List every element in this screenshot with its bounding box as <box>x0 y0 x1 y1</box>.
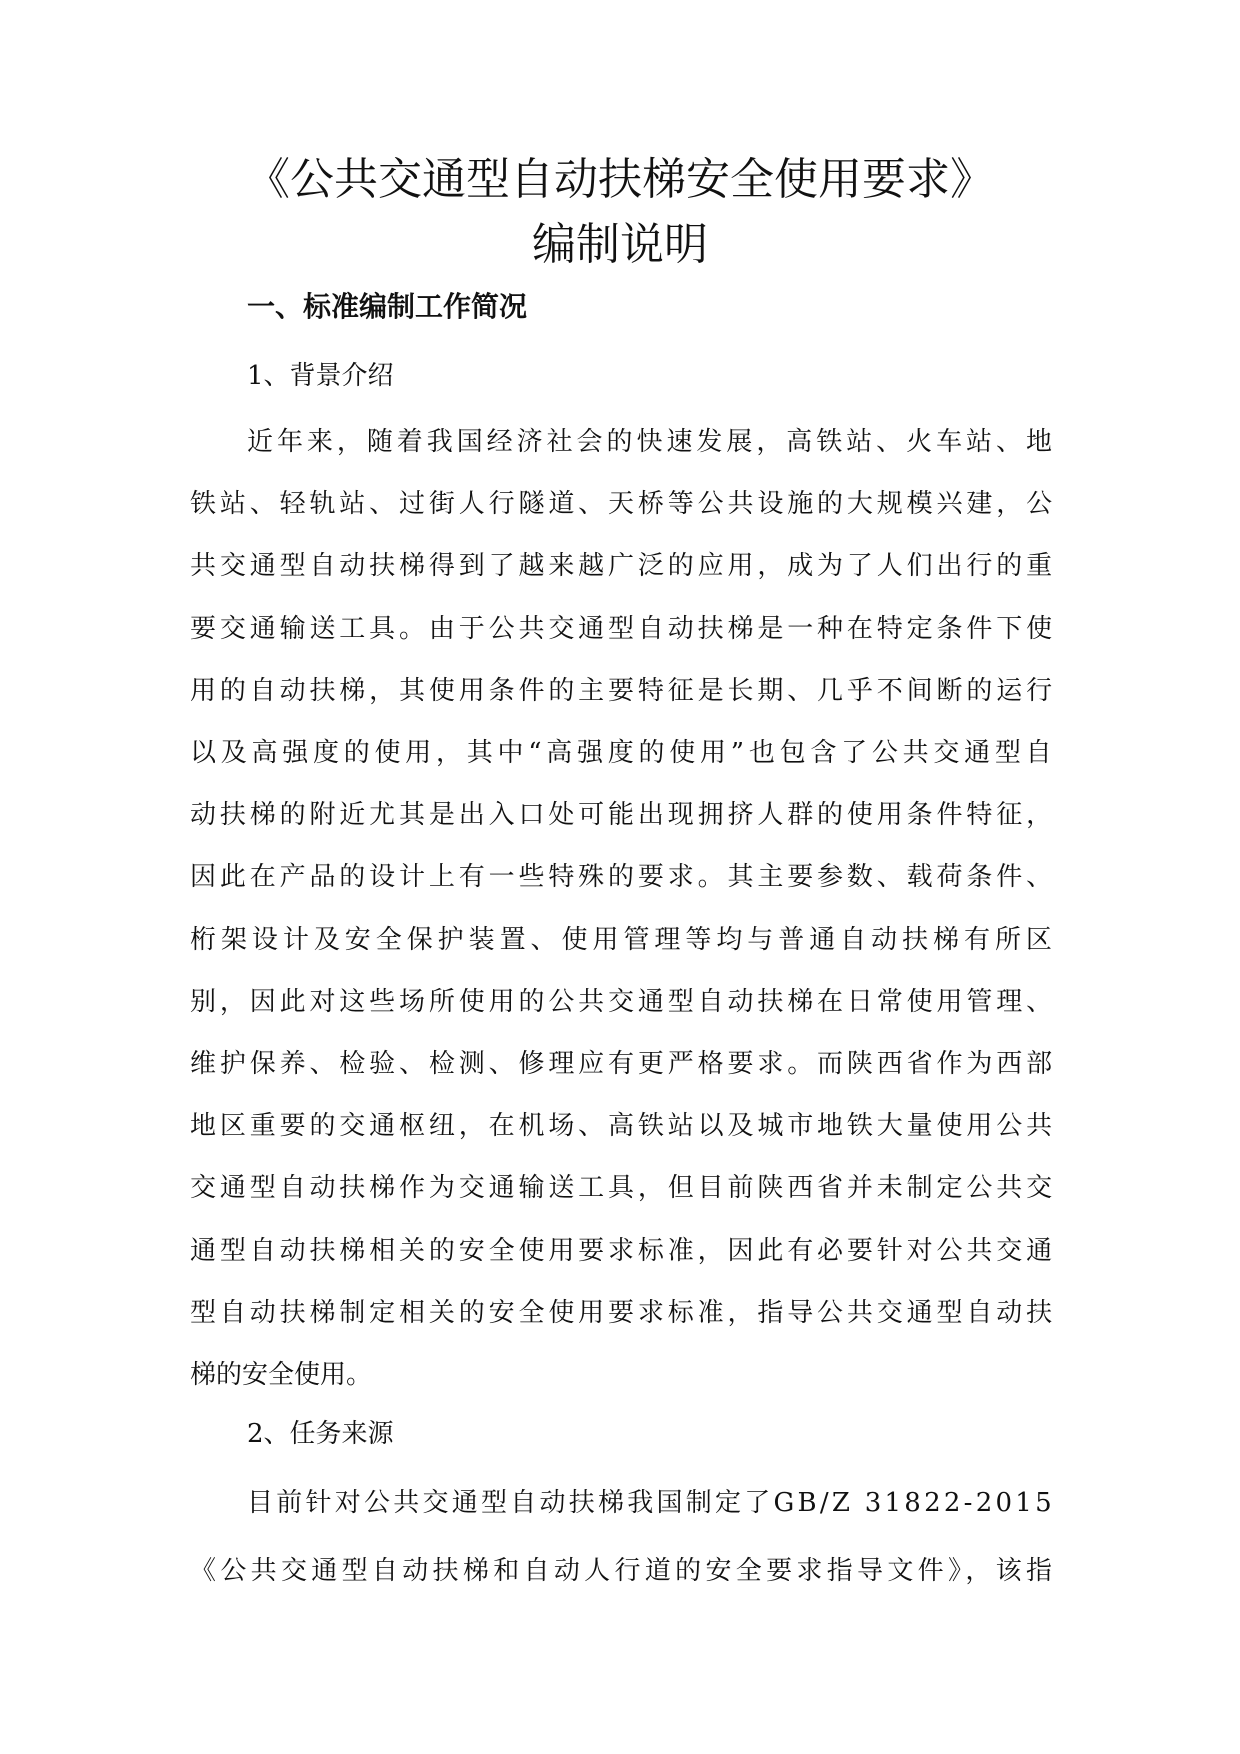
document-title: 《公共交通型自动扶梯安全使用要求》 <box>246 154 994 205</box>
paragraph-line: 交通型自动扶梯作为交通输送工具，但目前陕西省并未制定公共交 <box>190 1173 1056 1204</box>
section-heading: 一、标准编制工作简况 <box>247 290 528 323</box>
paragraph-line: 目前针对公共交通型自动扶梯我国制定了GB/Z 31822-2015 <box>247 1488 1055 1518</box>
paragraph-line: 铁站、轻轨站、过街人行隧道、天桥等公共设施的大规模兴建，公 <box>190 489 1056 520</box>
paragraph-line: 梯的安全使用。 <box>190 1360 373 1390</box>
paragraph-line: 共交通型自动扶梯得到了越来越广泛的应用，成为了人们出行的重 <box>190 551 1056 582</box>
subsection-heading-task-source: 2、任务来源 <box>247 1419 394 1449</box>
subsection-heading-background: 1、背景介绍 <box>247 361 394 391</box>
paragraph-line: 要交通输送工具。由于公共交通型自动扶梯是一种在特定条件下使 <box>190 613 1056 644</box>
paragraph-line: 《公共交通型自动扶梯和自动人行道的安全要求指导文件》，该指 <box>190 1556 1057 1586</box>
paragraph-line: 型自动扶梯制定相关的安全使用要求标准，指导公共交通型自动扶 <box>190 1297 1056 1328</box>
paragraph-line: 别，因此对这些场所使用的公共交通型自动扶梯在日常使用管理、 <box>190 986 1056 1017</box>
paragraph-line: 动扶梯的附近尤其是出入口处可能出现拥挤人群的使用条件特征， <box>190 800 1056 831</box>
paragraph-line: 维护保养、检验、检测、修理应有更严格要求。而陕西省作为西部 <box>190 1049 1056 1079</box>
paragraph-line: 桁架设计及安全保护装置、使用管理等均与普通自动扶梯有所区 <box>190 924 1057 955</box>
paragraph-line: 近年来，随着我国经济社会的快速发展，高铁站、火车站、地 <box>247 427 1056 457</box>
document-subtitle: 编制说明 <box>532 219 708 270</box>
paragraph-line: 用的自动扶梯，其使用条件的主要特征是长期、几乎不间断的运行 <box>190 675 1056 706</box>
paragraph-line: 因此在产品的设计上有一些特殊的要求。其主要参数、载荷条件、 <box>190 862 1056 893</box>
paragraph-line: 地区重要的交通枢纽，在机场、高铁站以及城市地铁大量使用公共 <box>190 1111 1056 1142</box>
paragraph-line: 以及高强度的使用，其中“高强度的使用”也包含了公共交通型自 <box>190 738 1057 768</box>
paragraph-line: 通型自动扶梯相关的安全使用要求标准，因此有必要针对公共交通 <box>190 1235 1056 1266</box>
